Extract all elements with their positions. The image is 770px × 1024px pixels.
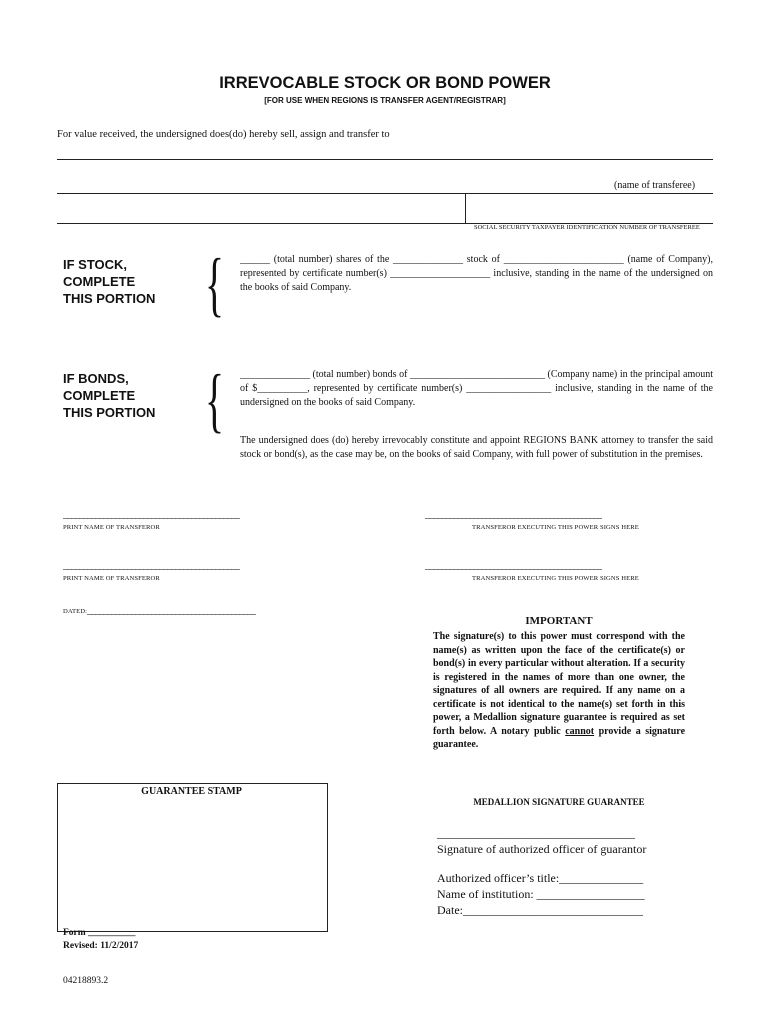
page-title: IRREVOCABLE STOCK OR BOND POWER [219, 74, 551, 92]
bond-text: ______________ (total number) bonds of ___________________________ (Company name) in the principal amount of $__________, represented by certificate number(s) _________________ inclusive, standing in the name of the undersigned on the books of said Company. [240, 369, 713, 408]
ssn-divider [465, 193, 466, 223]
ssn-label: SOCIAL SECURITY TAXPAYER IDENTIFICATION NUMBER OF TRANSFEREE [474, 224, 700, 231]
page-subtitle: [FOR USE WHEN REGIONS IS TRANSFER AGENT/REGISTRAR] [264, 96, 506, 105]
revised-date: Revised: 11/2/2017 [63, 941, 139, 951]
important-body: The signature(s) to this power must correspond with the name(s) as written upon the face of the certificate(s) or bond(s) in every particular without alteration. If a security is registered in the names of more than one owner, the signatures of all owners are required. If any name on a certificate is not identical to the name(s) set forth in this power, a Medallion signature guarantee is required as set forth below. A notary public [433, 631, 685, 737]
stock-heading-line2: COMPLETE [63, 274, 136, 289]
print-name-label-1: PRINT NAME OF TRANSFEROR [63, 524, 160, 531]
signature-line-1[interactable]: ____________________________________________ [425, 509, 601, 520]
form-number: Form __________ [63, 928, 136, 938]
transferee-name-label: (name of transferee) [614, 180, 696, 191]
institution-field[interactable]: Name of institution: __________________ [437, 887, 645, 901]
guarantor-signature-label: Signature of authorized officer of guarantor [437, 842, 647, 856]
print-name-line-1[interactable]: ____________________________________________ [63, 509, 239, 520]
bond-heading-line1: IF BONDS, [63, 371, 129, 386]
guarantor-signature-line[interactable]: _________________________________ [437, 826, 635, 840]
print-name-line-2[interactable]: ____________________________________________ [63, 560, 239, 571]
stock-text: ______ (total number) shares of the ______________ stock of ________________________ (name of Company), represented by certificate number(s) ____________________ inclusive, standing in the name of the undersigned on the books of said Company. [240, 254, 713, 293]
bond-heading-line2: COMPLETE [63, 388, 136, 403]
stock-heading-line1: IF STOCK, [63, 257, 128, 272]
stock-heading-line3: THIS PORTION [63, 291, 156, 306]
dated-label: DATED: [63, 608, 88, 615]
signature-line-2[interactable]: ____________________________________________ [425, 560, 601, 571]
print-name-label-2: PRINT NAME OF TRANSFEROR [63, 575, 160, 582]
intro-text: For value received, the undersigned does(do) hereby sell, assign and transfer to [57, 129, 390, 140]
transferee-line-2[interactable] [57, 193, 713, 194]
appointment-text: The undersigned does (do) hereby irrevocably constitute and appoint REGIONS BANK attorney to transfer the said stock or bond(s), as the case may be, on the books of said Company, with full power of substitution in the premises. [240, 435, 713, 460]
dated-field[interactable] [63, 600, 255, 618]
document-number: 04218893.2 [63, 976, 109, 986]
date-field[interactable]: Date:______________________________ [437, 903, 643, 917]
important-cannot: cannot [565, 725, 595, 737]
guarantee-stamp-box [57, 783, 328, 932]
guarantee-stamp-label: GUARANTEE STAMP [141, 786, 242, 797]
transferee-line-1[interactable] [57, 159, 713, 160]
officer-title-field[interactable]: Authorized officer’s title:______________ [437, 871, 644, 885]
stock-heading [63, 256, 155, 307]
important-body-end: provide a signature guarantee. [433, 725, 686, 750]
dated-line[interactable]: __________________________________________ [87, 605, 256, 616]
signs-here-label-2: TRANSFEROR EXECUTING THIS POWER SIGNS HERE [472, 575, 639, 582]
bond-heading-line3: THIS PORTION [63, 405, 156, 420]
important-title: IMPORTANT [525, 615, 593, 627]
bond-heading [63, 370, 155, 421]
signs-here-label-1: TRANSFEROR EXECUTING THIS POWER SIGNS HERE [472, 524, 639, 531]
bond-brace: { [205, 360, 225, 440]
medallion-title: MEDALLION SIGNATURE GUARANTEE [473, 797, 645, 807]
stock-brace: { [205, 244, 225, 324]
important-text [433, 630, 685, 752]
